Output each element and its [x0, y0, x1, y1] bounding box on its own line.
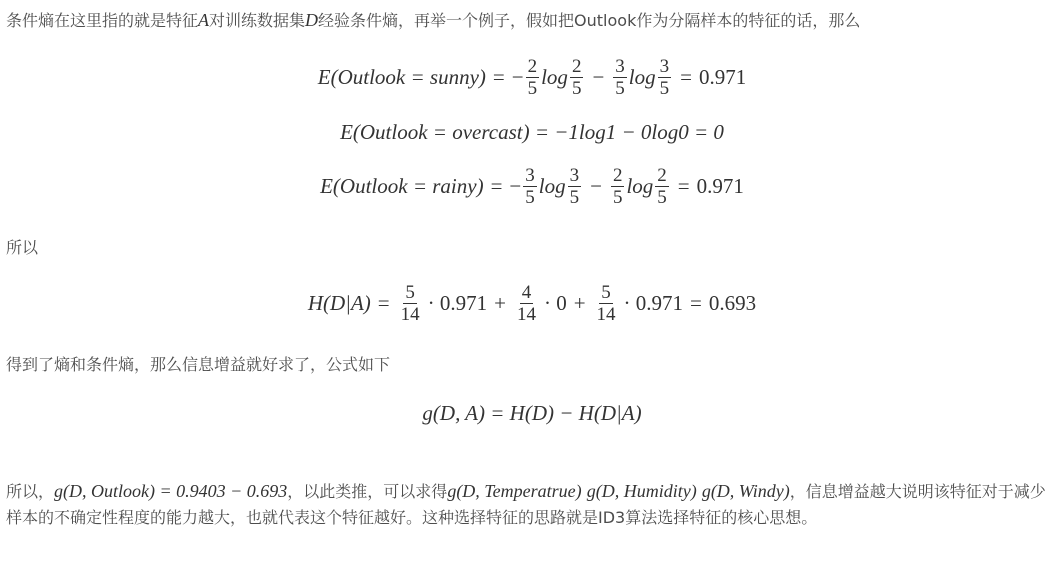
fraction: $\frac{5}{14}$	[400, 282, 420, 325]
fraction: $\frac{2}{5}$	[571, 56, 582, 99]
var-A: A	[198, 10, 210, 30]
var-D: D	[305, 10, 319, 30]
gain-temperature: g(D, Temperatrue)	[447, 481, 582, 501]
fraction: $\frac{5}{14}$	[596, 282, 616, 325]
fraction: $\frac{2}{5}$	[527, 56, 538, 99]
fraction: $\frac{3}{5}$	[615, 56, 625, 99]
fraction: $\frac{4}{14}$	[516, 282, 536, 325]
intro-paragraph: 条件熵在这里指的就是特征A对训练数据集D经验条件熵，再举一个例子，假如把Outlook作为分隔样本的特征的话，那么	[6, 10, 861, 30]
after-text: 得到了熵和条件熵，那么信息增益就好求了，公式如下	[6, 355, 391, 374]
gain-outlook: g(D, Outlook) = 0.9403 − 0.693	[54, 481, 288, 501]
equation-rainy: E(Outlook = rainy) = − $\frac{3}{5}$ log $\frac{3}{5}$ − $\frac{2}{5}$ log $\frac{2}{5}$ = 0.971	[320, 165, 744, 208]
gain-windy: g(D, Windy)	[701, 481, 790, 501]
gain-humidity: g(D, Humidity)	[586, 481, 697, 501]
equation-overcast: E(Outlook = overcast) = −1log1 − 0log0 = 0	[340, 120, 724, 144]
fraction: $\frac{2}{5}$	[657, 165, 667, 208]
fraction: $\frac{3}{5}$	[525, 165, 535, 208]
suoyi-text: 所以	[6, 238, 39, 257]
equation-info-gain: g(D, A) = H(D) − H(D|A)	[422, 401, 642, 425]
equation-sunny: E(Outlook = sunny) = − $\frac{2}{5}$ log $\frac{2}{5}$ − $\frac{3}{5}$ log $\frac{3}{5}$ = 0.971	[317, 56, 747, 99]
fraction: $\frac{3}{5}$	[569, 165, 580, 208]
fraction: $\frac{2}{5}$	[612, 165, 623, 208]
fraction: $\frac{3}{5}$	[659, 56, 670, 99]
equation-conditional-entropy: H(D|A) = $\frac{5}{14}$ · 0.971 + $\frac{4}{14}$ · 0 + $\frac{5}{14}$ · 0.971 = 0.693	[307, 282, 757, 325]
conclusion-paragraph: 所以，g(D, Outlook) = 0.9403 − 0.693，以此类推，可以求得g(D, Temperatrue) g(D, Humidity) g(D, Windy)，信息增益越大说明该特征对于减少样本的不确定性程度的能力越大，也就代表这个特征越好。这种选择特征的思路就是ID3算法选择特征的核心思想。	[6, 481, 1046, 527]
